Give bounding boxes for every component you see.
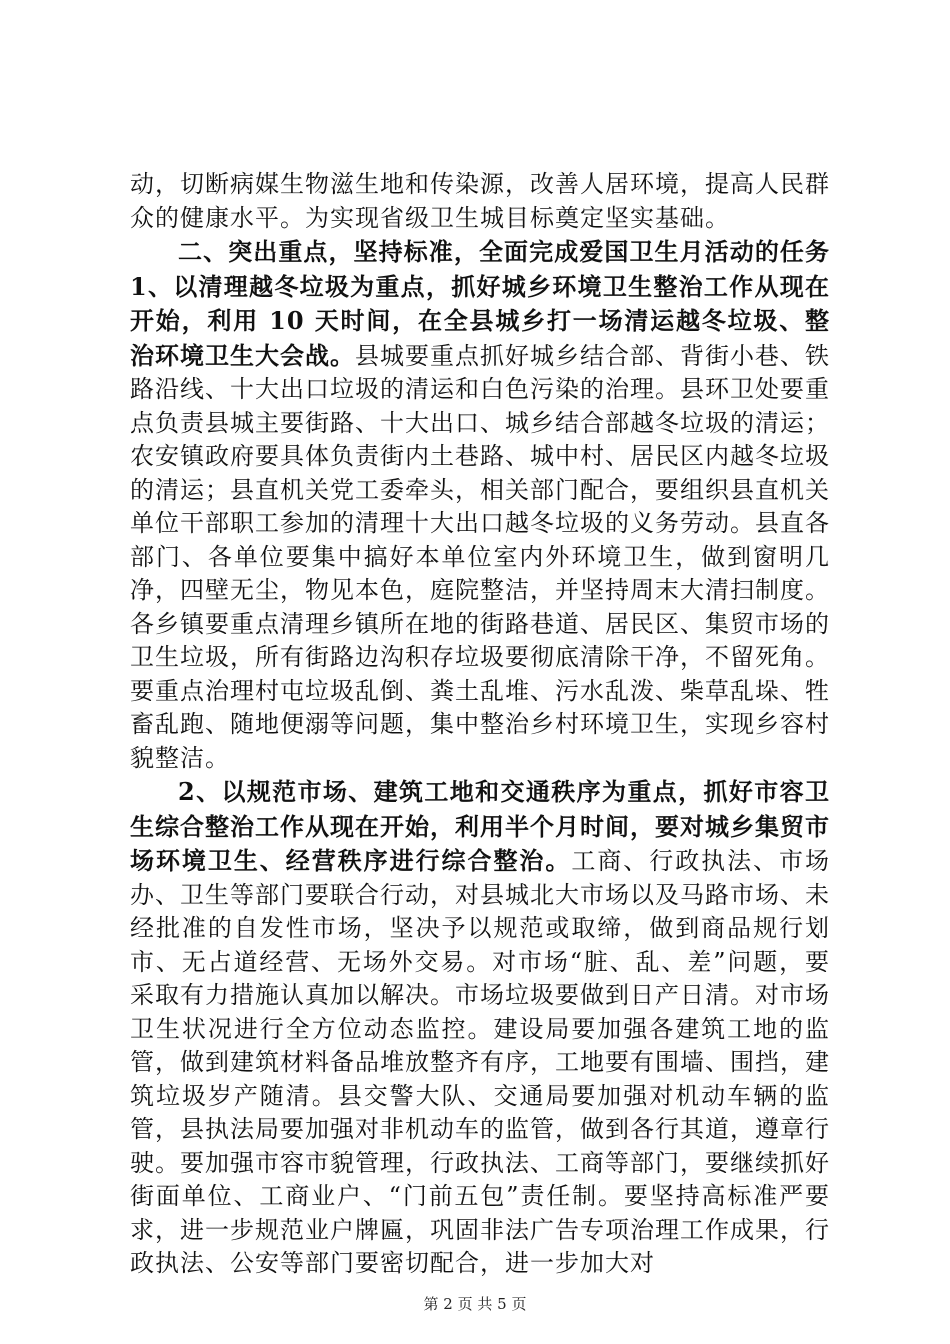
paragraph-item-two-heading: 2、以规范市场、建筑工地和交通秩序为重点，抓好市容卫生综合整治工作从现在开始，利用半个月时间，要对城乡集贸市场环境卫生、经营秩序进行综合整治。 [130, 777, 830, 875]
paragraph-section-two-body: 县城要重点抓好城乡结合部、背街小巷、铁路沿线、十大出口垃圾的清运和白色污染的治理。县环卫处要重点负责县城主要街路、十大出口、城乡结合部越冬垃圾的清运；农安镇政府要具体负责街内土巷路、城中村、居民区内越冬垃圾的清运；县直机关党工委牵头，相关部门配合，要组织县直机关单位干部职工参加的清理十大出口越冬垃圾的义务劳动。县直各部门、各单位要集中搞好本单位室内外环境卫生，做到窗明几净，四壁无尘，物见本色，庭院整洁，并坚持周末大清扫制度。各乡镇要重点清理乡镇所在地的街路巷道、居民区、集贸市场的卫生垃圾，所有街路边沟积存垃圾要彻底清除干净，不留死角。要重点治理村屯垃圾乱倒、粪土乱堆、污水乱泼、柴草乱垛、牲畜乱跑、随地便溺等问题，集中整治乡村环境卫生，实现乡容村貌整洁。 [130, 341, 830, 772]
paragraph-section-two-heading: 二、突出重点，坚持标准，全面完成爱国卫生月活动的任务 1、以清理越冬垃圾为重点，抓好城乡环境卫生整治工作从现在开始，利用 10 天时间，在全县城乡打一场清运越冬垃圾、整治环境卫生大会战。 [130, 237, 830, 370]
paragraph-item-two [130, 775, 830, 1281]
paragraph-section-two [130, 235, 830, 775]
document-body [130, 168, 830, 1281]
paragraph-item-two-body: 工商、行政执法、市场办、卫生等部门要联合行动，对县城北大市场以及马路市场、未经批准的自发性市场，坚决予以规范或取缔，做到商品规行划市、无占道经营、无场外交易。对市场“脏、乱、差”问题，要采取有力措施认真加以解决。市场垃圾要做到日产日清。对市场卫生状况进行全方位动态监控。建设局要加强各建筑工地的监管，做到建筑材料备品堆放整齐有序，工地要有围墙、围挡，建筑垃圾岁产随清。县交警大队、交通局要加强对机动车辆的监管，县执法局要加强对非机动车的监管，做到各行其道，遵章行驶。要加强市容市貌管理，行政执法、工商等部门，要继续抓好街面单位、工商业户、“门前五包”责任制。要坚持高标准严要求，进一步规范业户牌匾，巩固非法广告专项治理工作成果，行政执法、公安等部门要密切配合，进一步加大对 [130, 847, 831, 1277]
page-footer: 第 2 页 共 5 页 [423, 1295, 527, 1313]
paragraph-continuation: 动，切断病媒生物滋生地和传染源，改善人居环境，提高人民群众的健康水平。为实现省级卫生城目标奠定坚实基础。 [130, 170, 830, 232]
